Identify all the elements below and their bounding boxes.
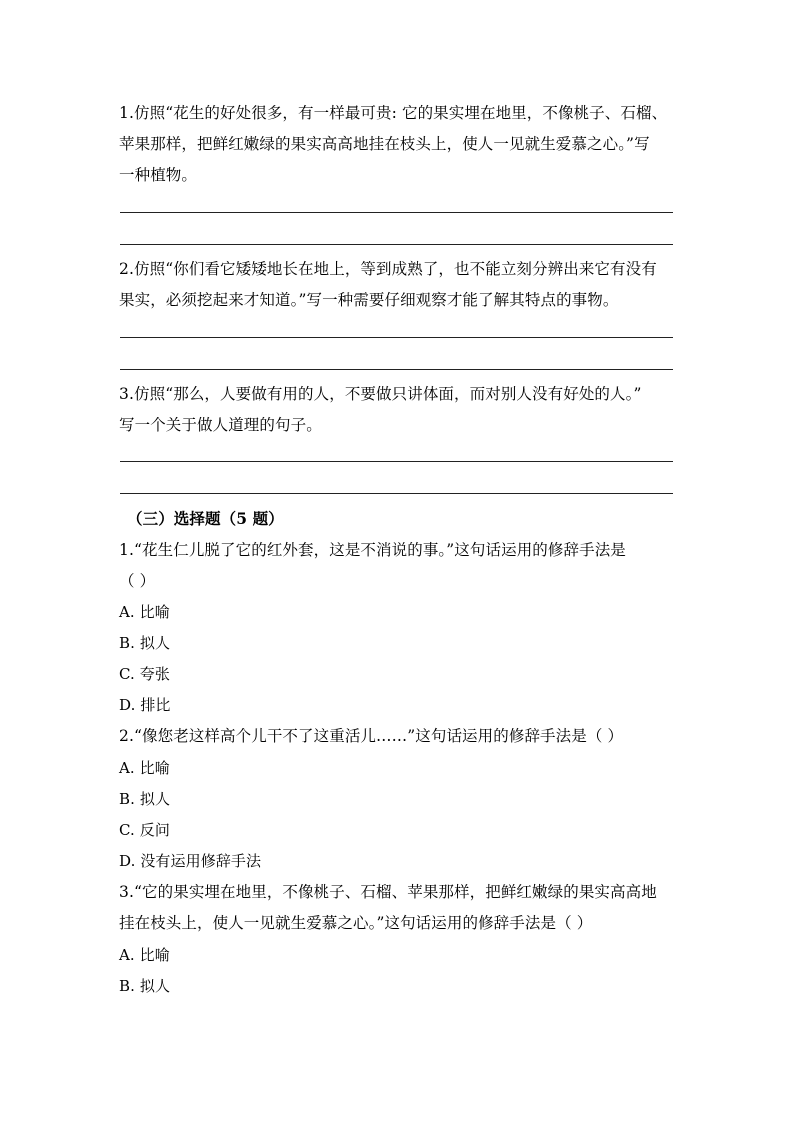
question-3-line-2: 写一个关于做人道理的句子。 — [119, 416, 322, 434]
choice-3-stem-line-2: 挂在枝头上，使人一见就生爱慕之心。”这句话运用的修辞手法是（ ） — [119, 914, 593, 932]
answer-line[interactable] — [120, 212, 673, 213]
choice-3-stem-line-1: 3.“它的果实埋在地里，不像桃子、石榴、苹果那样，把鲜红嫩绿的果实高高地 — [119, 883, 657, 901]
choice-2-option-d[interactable]: D. 没有运用修辞手法 — [119, 852, 262, 870]
question-1-line-1: 1.仿照“花生的好处很多，有一样最可贵: 它的果实埋在地里，不像桃子、石榴、 — [119, 104, 668, 122]
question-1-line-2: 苹果那样，把鲜红嫩绿的果实高高地挂在枝头上，使人一见就生爱慕之心。”写 — [119, 135, 650, 153]
choice-3-option-b[interactable]: B. 拟人 — [119, 977, 171, 995]
choice-1-stem-line-1: 1.“花生仁儿脱了它的红外套，这是不消说的事。”这句话运用的修辞手法是 — [119, 541, 626, 559]
question-3-line-1: 3.仿照“那么，人要做有用的人，不要做只讲体面，而对别人没有好处的人。” — [119, 385, 642, 403]
answer-line[interactable] — [120, 369, 673, 370]
choice-1-stem-line-2: （ ） — [119, 572, 156, 590]
choice-2-stem-line-1: 2.“像您老这样高个儿干不了这重活儿……”这句话运用的修辞手法是（ ） — [119, 727, 624, 745]
answer-line[interactable] — [120, 337, 673, 338]
answer-line[interactable] — [120, 461, 673, 462]
section-heading: （三）选择题（5 题） — [127, 509, 284, 528]
choice-3-option-a[interactable]: A. 比喻 — [119, 946, 170, 964]
choice-1-option-b[interactable]: B. 拟人 — [119, 634, 171, 652]
choice-1-option-a[interactable]: A. 比喻 — [119, 603, 170, 621]
answer-line[interactable] — [120, 244, 673, 245]
question-2-line-1: 2.仿照“你们看它矮矮地长在地上，等到成熟了，也不能立刻分辨出来它有没有 — [119, 260, 657, 278]
choice-2-option-a[interactable]: A. 比喻 — [119, 759, 170, 777]
question-2-line-2: 果实，必须挖起来才知道。”写一种需要仔细观察才能了解其特点的事物。 — [119, 291, 619, 309]
answer-line[interactable] — [120, 493, 673, 494]
question-1-line-3: 一种植物。 — [119, 166, 198, 184]
choice-2-option-c[interactable]: C. 反问 — [119, 821, 170, 839]
choice-1-option-d[interactable]: D. 排比 — [119, 696, 171, 714]
choice-1-option-c[interactable]: C. 夸张 — [119, 665, 170, 683]
choice-2-option-b[interactable]: B. 拟人 — [119, 790, 171, 808]
